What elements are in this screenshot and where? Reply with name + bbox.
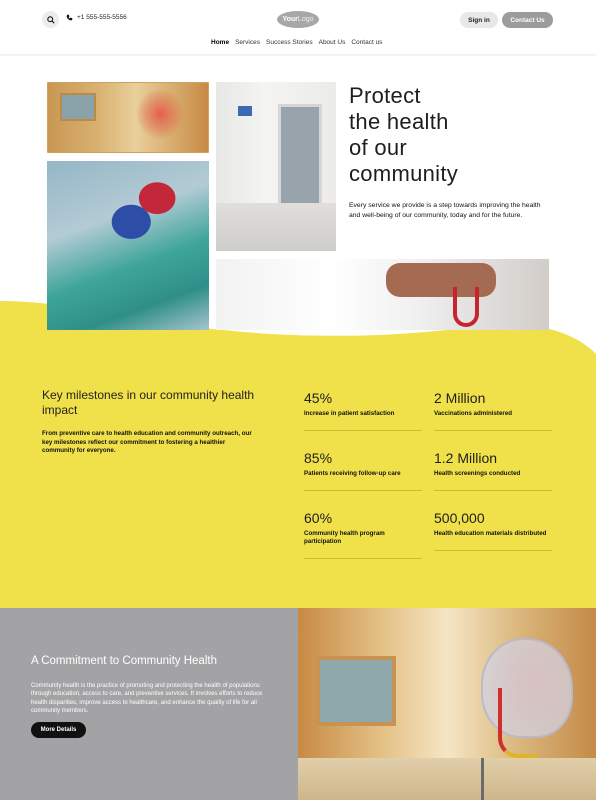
stat-divider [434, 430, 552, 431]
doctor-stethoscope-image [216, 259, 549, 330]
stat-value: 500,000 [434, 510, 485, 526]
more-details-button[interactable]: More Details [31, 722, 86, 738]
patient-care-image [47, 161, 209, 330]
stat-item [304, 390, 422, 418]
search-button[interactable] [42, 11, 59, 28]
search-icon [47, 16, 55, 24]
stat-divider [434, 550, 552, 551]
stat-value: 60% [304, 510, 333, 526]
phone-icon [66, 14, 73, 21]
stat-item [434, 510, 552, 538]
stat-item [434, 450, 552, 478]
phone-link[interactable] [66, 14, 127, 21]
main-nav [211, 39, 382, 46]
stat-item [434, 390, 552, 418]
hero-description: Every service we provide is a step towards improving the health and well-being of our community, today and for the future. [349, 202, 541, 219]
stat-label: Patients receiving follow-up care [304, 470, 401, 477]
stat-divider [304, 558, 422, 559]
stat-divider [434, 490, 552, 491]
nav-item-services[interactable]: Services [235, 39, 260, 46]
stat-label: Vaccinations administered [434, 410, 513, 417]
stat-label: Increase in patient satisfaction [304, 410, 395, 417]
anatomy-model-image [298, 608, 596, 800]
stat-value: 85% [304, 450, 333, 466]
hospital-hallway-image [216, 82, 336, 251]
stat-label: Community health program participation [304, 530, 385, 545]
milestones-title: Key milestones in our community health impact [42, 388, 255, 417]
stat-divider [304, 490, 422, 491]
clinic-lobby-image [47, 82, 209, 153]
stat-value: 1.2 Million [434, 450, 498, 466]
contact-us-button[interactable]: Contact Us [502, 12, 553, 28]
logo-text-light: Logo [297, 16, 314, 23]
stat-label: Health education materials distributed [434, 530, 547, 537]
stat-item [304, 450, 422, 478]
stat-divider [304, 430, 422, 431]
logo[interactable] [277, 11, 319, 28]
logo-text-bold: Your [282, 16, 298, 23]
stat-label: Health screenings conducted [434, 470, 521, 477]
commitment-title: A Commitment to Community Health [31, 655, 217, 667]
commitment-description: Community health is the practice of promoting and protecting the health of populations through education, access to care, and preventive services. It involves efforts to reduce health disparities, improve access to healthcare, and enhance the quality of life for all community members. [31, 683, 263, 715]
stat-value: 45% [304, 390, 333, 406]
phone-number: +1 555-555-5556 [77, 14, 127, 21]
stat-value: 2 Million [434, 390, 486, 406]
site-header [0, 0, 596, 56]
hero-title: Protect the health of our community [349, 83, 459, 186]
nav-item-home[interactable]: Home [211, 39, 230, 46]
milestones-description: From preventive care to health education and community outreach, our key milestones reflect our commitment to fostering a healthier community for everyone. [42, 430, 252, 454]
stat-item [304, 510, 422, 546]
nav-item-contact-us[interactable]: Contact us [351, 39, 383, 46]
nav-item-about-us[interactable]: About Us [318, 39, 346, 46]
nav-item-success-stories[interactable]: Success Stories [266, 39, 313, 46]
sign-in-button[interactable]: Sign in [460, 12, 498, 28]
